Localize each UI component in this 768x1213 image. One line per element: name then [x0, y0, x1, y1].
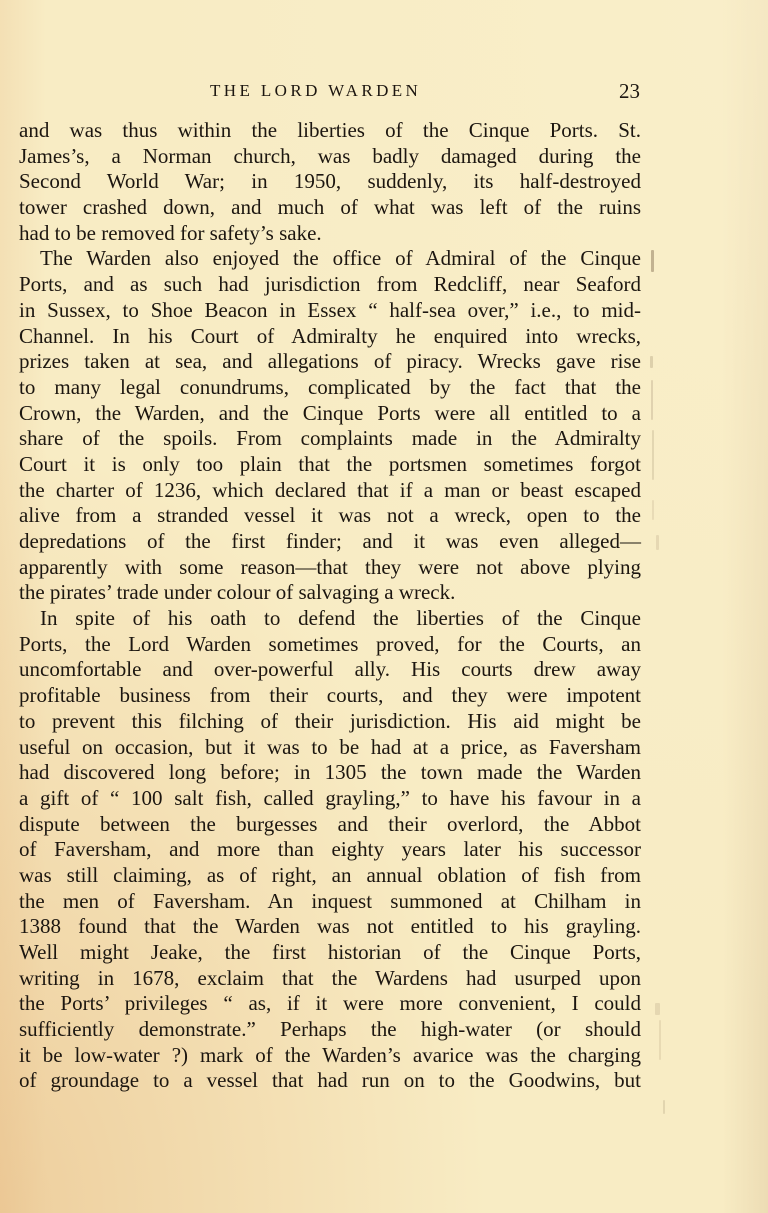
- text-line: tower crashed down, and much of what was left of the ruins: [19, 195, 641, 220]
- text-line: apparently with some reason—that they were not above plying: [19, 554, 641, 579]
- text-line: and was thus within the liberties of the Cinque Ports. St.: [19, 118, 641, 142]
- page-number: 23: [619, 79, 640, 103]
- text-line: had discovered long before; in 1305 the town made the Warden: [19, 760, 641, 785]
- text-line: Second World War; in 1950, suddenly, its half-destroyed: [19, 169, 641, 194]
- text-line: Crown, the Warden, and the Cinque Ports were all entitled to a: [19, 400, 641, 425]
- text-line: the Ports’ privileges “ as, if it were more convenient, I could: [19, 991, 641, 1016]
- text-line: to prevent this filching of their jurisdiction. His aid might be: [19, 708, 641, 733]
- text-line: Well might Jeake, the first historian of the Cinque Ports,: [19, 940, 641, 964]
- text-line: profitable business from their courts, and they were impotent: [19, 683, 641, 708]
- text-line: The Warden also enjoyed the office of Admiral of the Cinque: [19, 246, 641, 271]
- text-line: Ports, and as such had jurisdiction from Redcliff, near Seaford: [19, 272, 641, 297]
- text-line: alive from a stranded vessel it was not a wreck, open to the: [19, 503, 641, 528]
- text-line: a gift of “ 100 salt fish, called grayling,” to have his favour in a: [19, 785, 641, 810]
- text-line: useful on occasion, but it was to be had at a price, as Faversham: [19, 734, 641, 759]
- margin-mark: [652, 430, 654, 480]
- margin-mark: [651, 250, 654, 272]
- text-line: depredations of the first finder; and it was even alleged—: [19, 529, 641, 553]
- margin-mark: [663, 1100, 665, 1114]
- text-line: in Sussex, to Shoe Beacon in Essex “ half-sea over,” i.e., to mid-: [19, 297, 641, 322]
- text-line: the men of Faversham. An inquest summoned at Chilham in: [19, 888, 641, 913]
- text-line: of Faversham, and more than eighty years later his successor: [19, 837, 641, 862]
- text-line: Channel. In his Court of Admiralty he enquired into wrecks,: [19, 323, 641, 348]
- text-line: to many legal conundrums, complicated by the fact that the: [19, 374, 641, 399]
- text-line: 1388 found that the Warden was not entitled to his grayling.: [19, 914, 641, 939]
- text-line: the charter of 1236, which declared that if a man or beast escaped: [19, 477, 641, 502]
- text-line: was still claiming, as of right, an annual oblation of fish from: [19, 862, 641, 887]
- margin-mark: [652, 500, 654, 520]
- text-line: In spite of his oath to defend the liberties of the Cinque: [19, 606, 641, 631]
- text-line: of groundage to a vessel that had run on to the Goodwins, but: [19, 1068, 641, 1093]
- text-line: the pirates’ trade under colour of salvaging a wreck.: [19, 580, 456, 605]
- body-text: [19, 118, 641, 1094]
- running-head: [210, 81, 640, 107]
- text-line: prizes taken at sea, and allegations of piracy. Wrecks gave rise: [19, 349, 641, 374]
- text-line: writing in 1678, exclaim that the Wardens had usurped upon: [19, 965, 641, 990]
- text-line: James’s, a Norman church, was badly damaged during the: [19, 143, 641, 168]
- margin-mark: [651, 380, 653, 420]
- text-line: sufficiently demonstrate.” Perhaps the high-water (or should: [19, 1017, 641, 1042]
- margin-mark: [656, 535, 659, 550]
- text-line: uncomfortable and over-powerful ally. His courts drew away: [19, 657, 641, 682]
- margin-mark: [659, 1020, 661, 1060]
- text-line: it be low-water ?) mark of the Warden’s avarice was the charging: [19, 1042, 641, 1067]
- running-title: THE LORD WARDEN: [210, 81, 422, 100]
- margin-mark: [655, 1003, 660, 1015]
- text-line: share of the spoils. From complaints made in the Admiralty: [19, 426, 641, 451]
- text-line: dispute between the burgesses and their overlord, the Abbot: [19, 811, 641, 836]
- margin-mark: [650, 356, 653, 368]
- text-line: Ports, the Lord Warden sometimes proved, for the Courts, an: [19, 631, 641, 656]
- text-line: had to be removed for safety’s sake.: [19, 220, 322, 245]
- text-line: Court it is only too plain that the portsmen sometimes forgot: [19, 451, 641, 476]
